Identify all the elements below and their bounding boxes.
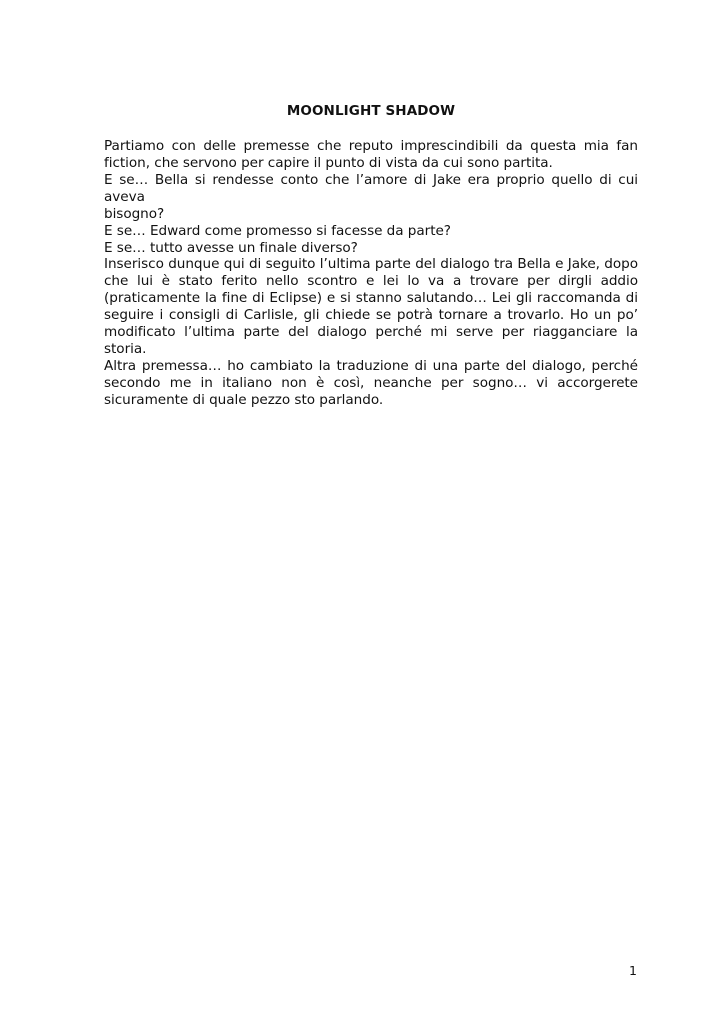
text-line: sicuramente di quale pezzo sto parlando. bbox=[104, 392, 384, 408]
text-line: E se… Edward come promesso si facesse da parte? bbox=[104, 223, 451, 239]
body-paragraph bbox=[104, 256, 638, 409]
text-line: secondo me in italiano non è così, neanche per sogno… vi accorgerete bbox=[104, 375, 638, 391]
text-line: bisogno? bbox=[104, 206, 165, 222]
text-line: Inserisco dunque qui di seguito l’ultima parte del dialogo tra Bella e Jake, dopo bbox=[104, 256, 638, 272]
text-line: seguire i consigli di Carlisle, gli chiede se potrà tornare a trovarlo. Ho un po’ bbox=[104, 307, 638, 323]
text-line: E se… tutto avesse un finale diverso? bbox=[104, 240, 358, 256]
text-line: (praticamente la fine di Eclipse) e si stanno salutando… Lei gli raccomanda di bbox=[104, 290, 638, 306]
text-line: E se… Bella si rendesse conto che l’amore di Jake era proprio quello di cui aveva bbox=[104, 172, 638, 205]
document-title: MOONLIGHT SHADOW bbox=[286, 103, 456, 119]
text-line: fiction, che servono per capire il punto di vista da cui sono partita. bbox=[104, 155, 553, 171]
page-number: 1 bbox=[629, 963, 637, 978]
text-line: che lui è stato ferito nello scontro e lei lo va a trovare per dirgli addio bbox=[104, 273, 638, 289]
text-line: Partiamo con delle premesse che reputo imprescindibili da questa mia fan bbox=[104, 138, 638, 154]
text-line: Altra premessa… ho cambiato la traduzione di una parte del dialogo, perché bbox=[104, 358, 638, 374]
text-line: modificato l’ultima parte del dialogo perché mi serve per riagganciare la storia. bbox=[104, 324, 638, 357]
intro-paragraph bbox=[104, 138, 638, 257]
